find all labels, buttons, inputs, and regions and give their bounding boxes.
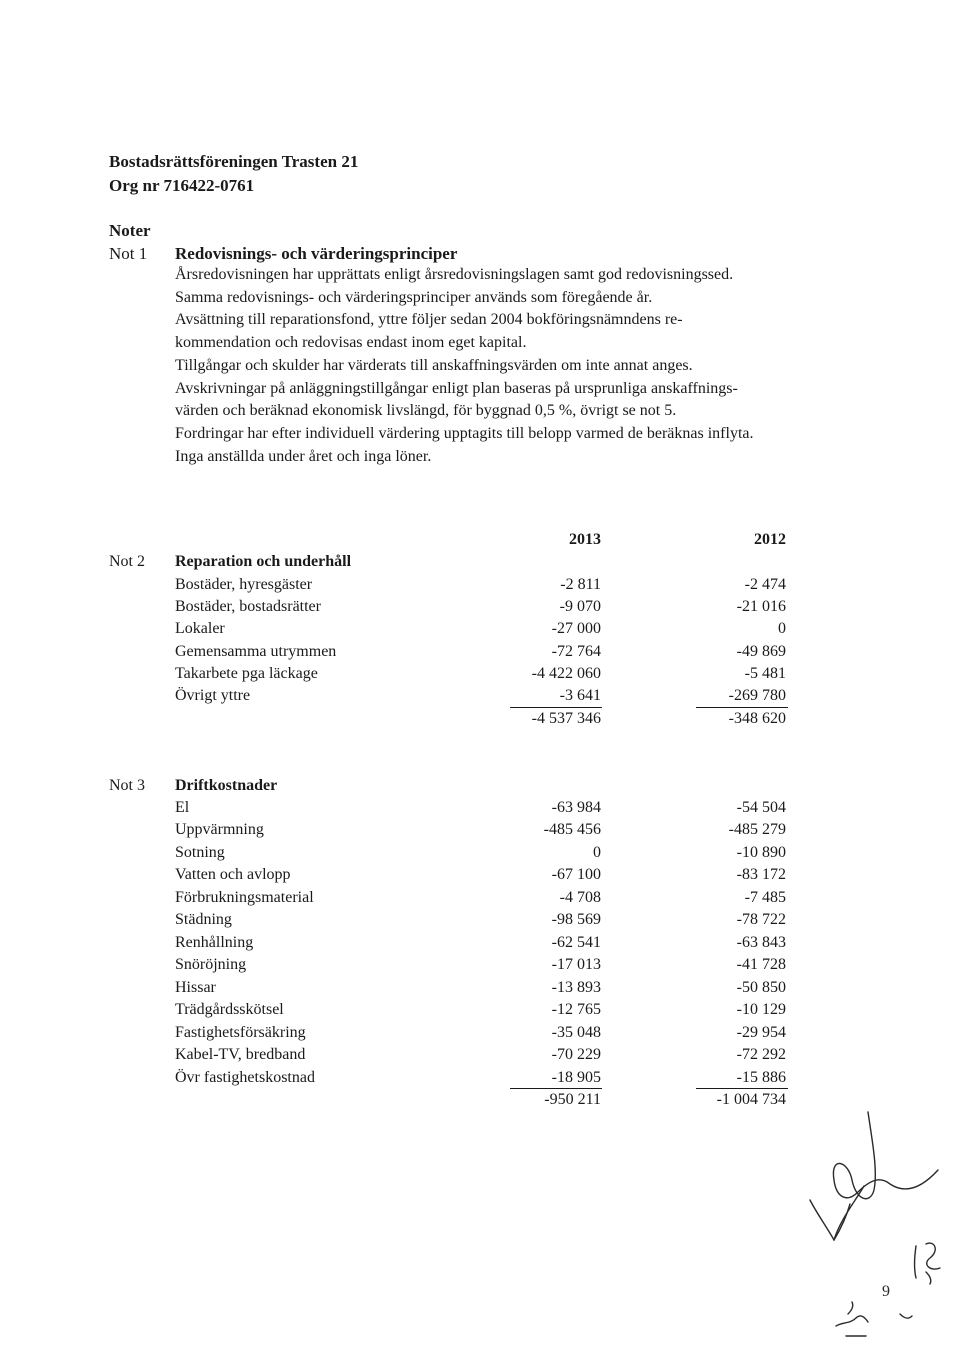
note2-row [0, 620, 960, 642]
value-2013: -72 764 [551, 643, 601, 660]
org-name: Bostadsrättsföreningen Trasten 21 [109, 152, 359, 171]
row-label: Kabel-TV, bredband [175, 1046, 306, 1063]
value-2012: -78 722 [736, 911, 786, 928]
row-label: Bostäder, hyresgäster [175, 576, 313, 593]
value-2013: -4 422 060 [531, 665, 601, 682]
value-2012: -41 728 [736, 956, 786, 973]
value-2013: -35 048 [551, 1024, 601, 1041]
note3-row [0, 821, 960, 843]
note2-row [0, 598, 960, 620]
value-2012: -72 292 [736, 1046, 786, 1063]
note1-line: Inga anställda under året och inga löner. [175, 447, 432, 465]
value-2013: -27 000 [551, 620, 601, 637]
value-2012: 0 [778, 620, 786, 637]
note3-row [0, 866, 960, 888]
note3-title: Driftkostnader [175, 777, 278, 794]
value-2013: -62 541 [551, 934, 601, 951]
notes-heading: Noter [109, 221, 151, 240]
note2-total-row [0, 710, 960, 732]
note3-row [0, 1046, 960, 1068]
row-label: Snöröjning [175, 956, 247, 973]
note2-title: Reparation och underhåll [175, 553, 352, 570]
row-label: Övrigt yttre [175, 687, 251, 704]
value-2013: -2 811 [560, 576, 601, 593]
note1-line: Årsredovisningen har upprättats enligt årsredovisningslagen samt god redovisningssed. [175, 266, 734, 283]
value-2012: -49 869 [736, 643, 786, 660]
note3-row [0, 889, 960, 911]
handwritten-signature [790, 1100, 960, 1350]
value-2012: -10 129 [736, 1001, 786, 1018]
row-label: Uppvärmning [175, 821, 264, 838]
sum-line [696, 707, 788, 708]
value-2012: -10 890 [736, 844, 786, 861]
value-2012: -21 016 [736, 598, 786, 615]
row-label: Gemensamma utrymmen [175, 643, 337, 660]
note1-title: Redovisnings- och värderingsprinciper [175, 244, 458, 263]
row-label: Trädgårdsskötsel [175, 1001, 284, 1018]
row-label: Takarbete pga läckage [175, 665, 318, 682]
note3-row [0, 1024, 960, 1046]
value-2012: -54 504 [736, 799, 786, 816]
value-2013: 0 [593, 844, 601, 861]
row-label: Hissar [175, 979, 216, 996]
value-2013: -9 070 [559, 598, 601, 615]
note3-row [0, 979, 960, 1001]
note3-label: Not 3 [109, 777, 145, 794]
value-2013: -98 569 [551, 911, 601, 928]
row-label: Förbrukningsmaterial [175, 889, 314, 906]
value-2013: -485 456 [543, 821, 601, 838]
value-2012: -50 850 [736, 979, 786, 996]
note1-text [175, 264, 875, 468]
value-2013: -12 765 [551, 1001, 601, 1018]
total-2012: -348 620 [728, 710, 786, 727]
note2-row [0, 643, 960, 665]
total-2012: -1 004 734 [716, 1091, 786, 1108]
note3-row [0, 799, 960, 821]
value-2012: -29 954 [736, 1024, 786, 1041]
note3-row [0, 934, 960, 956]
year-2012-header: 2012 [754, 531, 786, 548]
value-2013: -17 013 [551, 956, 601, 973]
org-number: Org nr 716422-0761 [109, 176, 255, 195]
note1-line: Avskrivningar på anläggningstillgångar enligt plan baseras på ursprunliga anskaffnings- [175, 379, 738, 397]
note1-line: Fordringar har efter individuell värdering upptagits till belopp varmed de beräknas inflyta. [175, 424, 754, 442]
row-label: Fastighetsförsäkring [175, 1024, 306, 1041]
note1-line: Tillgångar och skulder har värderats till anskaffningsvärden om inte annat anges. [175, 356, 693, 374]
value-2012: -5 481 [744, 665, 786, 682]
value-2013: -13 893 [551, 979, 601, 996]
note2-row [0, 576, 960, 598]
row-label: Vatten och avlopp [175, 866, 291, 883]
sum-line [696, 1088, 788, 1089]
value-2012: -485 279 [728, 821, 786, 838]
note2-label: Not 2 [109, 553, 145, 570]
note1-label: Not 1 [109, 244, 148, 263]
row-label: Bostäder, bostadsrätter [175, 598, 321, 615]
row-label: Lokaler [175, 620, 225, 637]
value-2012: -63 843 [736, 934, 786, 951]
row-label: Städning [175, 911, 232, 928]
value-2012: -7 485 [744, 889, 786, 906]
note1-line: kommendation och redovisas endast inom eget kapital. [175, 334, 527, 352]
note1-line: Samma redovisnings- och värderingsprinciper används som föregående år. [175, 288, 653, 306]
note3-row [0, 844, 960, 866]
note3-row [0, 911, 960, 933]
note1-line: Avsättning till reparationsfond, yttre följer sedan 2004 bokföringsnämndens re- [175, 311, 683, 329]
row-label: Renhållning [175, 934, 254, 951]
total-2013: -950 211 [544, 1091, 601, 1108]
page-number: 9 [882, 1283, 890, 1300]
note3-row [0, 1001, 960, 1023]
value-2013: -4 708 [559, 889, 601, 906]
note2-row [0, 687, 960, 709]
value-2013: -67 100 [551, 866, 601, 883]
row-label: Sotning [175, 844, 225, 861]
year-header-row [0, 531, 960, 553]
value-2012: -15 886 [736, 1069, 786, 1086]
sum-line [510, 1088, 602, 1089]
value-2012: -2 474 [744, 576, 786, 593]
row-label: El [175, 799, 190, 816]
note1-line: värden och beräknad ekonomisk livslängd, för byggnad 0,5 %, övrigt se not 5. [175, 402, 677, 420]
value-2013: -3 641 [559, 687, 601, 704]
value-2013: -63 984 [551, 799, 601, 816]
value-2013: -70 229 [551, 1046, 601, 1063]
year-2013-header: 2013 [569, 531, 601, 548]
row-label: Övr fastighetskostnad [175, 1069, 315, 1086]
value-2012: -269 780 [728, 687, 786, 704]
note3-row [0, 956, 960, 978]
sum-line [510, 707, 602, 708]
total-2013: -4 537 346 [531, 710, 601, 727]
note3-row [0, 1069, 960, 1091]
note2-row [0, 665, 960, 687]
value-2012: -83 172 [736, 866, 786, 883]
value-2013: -18 905 [551, 1069, 601, 1086]
